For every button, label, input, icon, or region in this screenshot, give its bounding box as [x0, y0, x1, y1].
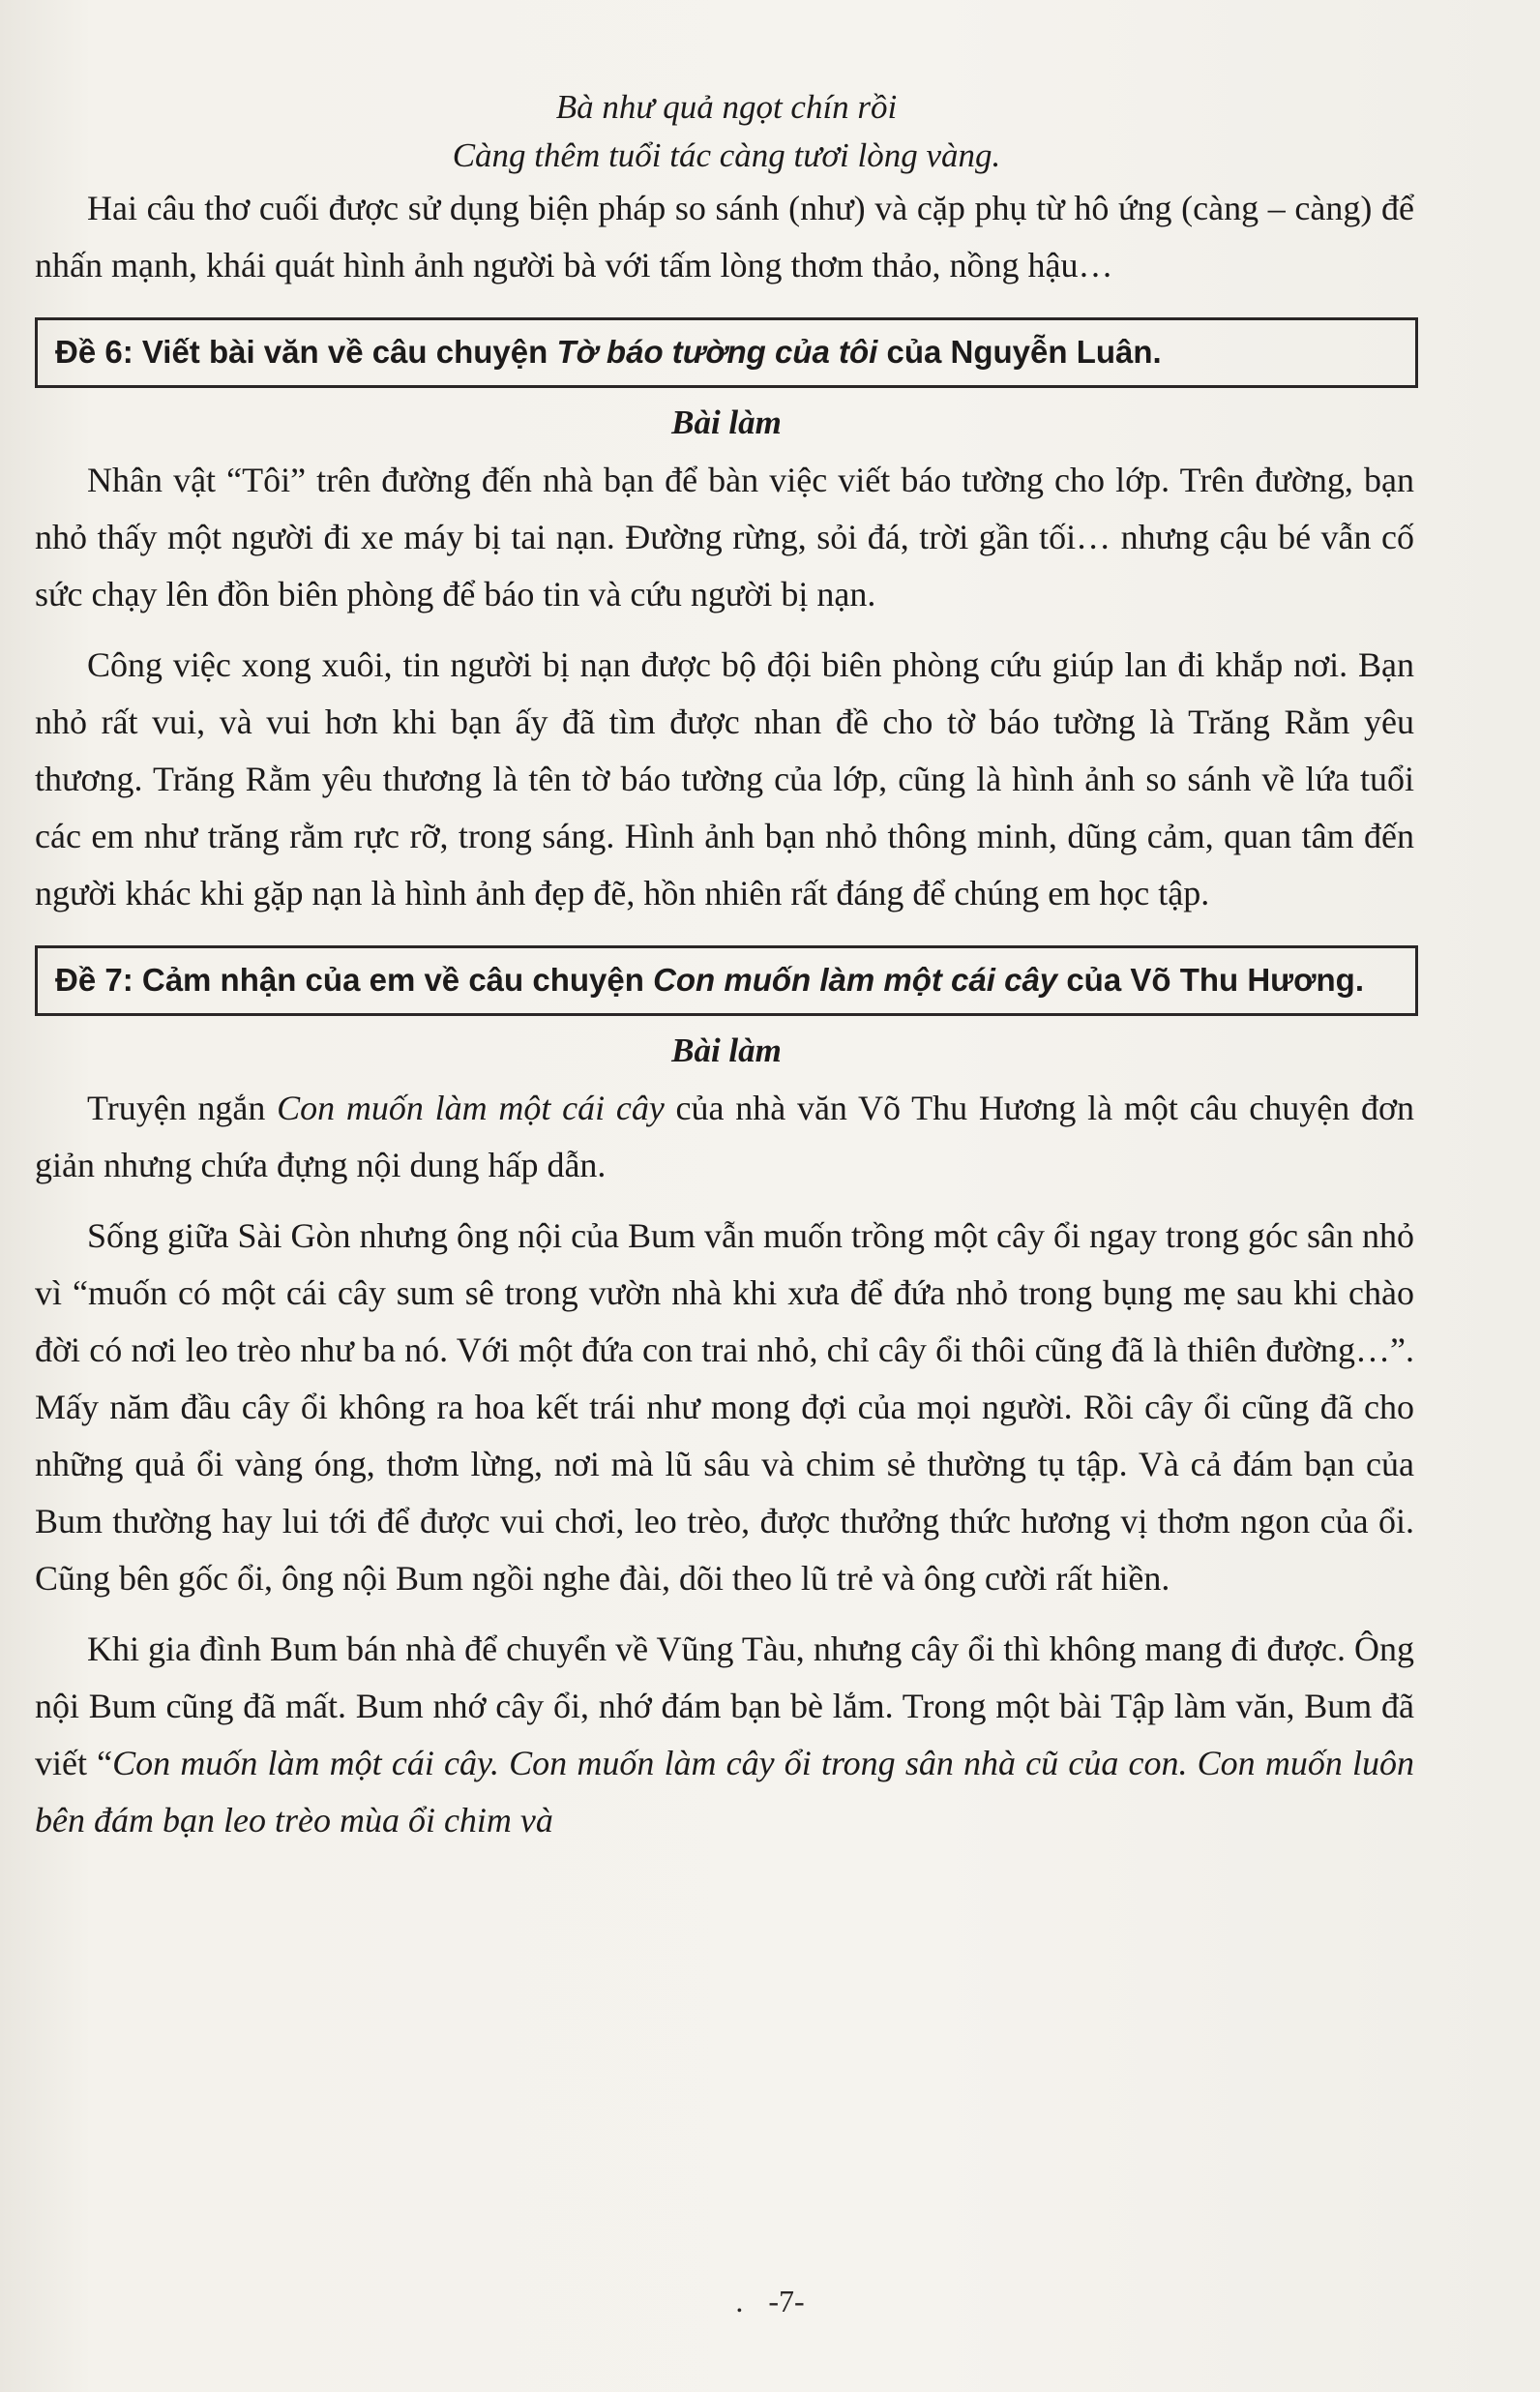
de6-label: Đề 6: Viết bài văn về câu chuyện — [55, 334, 557, 370]
de6-heading — [35, 317, 1418, 388]
poem-quote — [35, 83, 1418, 180]
de7-paragraph-1 — [35, 1080, 1418, 1194]
de7-paragraph-3 — [35, 1621, 1418, 1849]
de6-bai-lam: Bài làm — [671, 404, 782, 441]
de7-bai-lam: Bài làm — [671, 1032, 782, 1069]
de7-p3-quote: Con muốn làm một cái cây. Con muốn làm cây ổi trong sân nhà cũ của con. Con muốn luôn bên đám bạn leo trèo mùa ổi chim và — [35, 1744, 1414, 1839]
page-number: -7- — [768, 2284, 805, 2318]
de7-suffix: của Võ Thu Hương. — [1057, 962, 1365, 998]
poem-line-1: Bà như quả ngọt chín rồi — [555, 88, 898, 126]
de7-p3-pre: Khi gia đình Bum bán nhà để chuyển về Vũng Tàu, nhưng cây ổi thì không mang đi được. Ông nội Bum cũng đã mất. Bum nhớ cây ổi, nhớ đám bạn bè lắm. Trong một bài Tập làm văn, Bum đã viết “ — [35, 1630, 1414, 1782]
de6-suffix: của Nguyễn Luân. — [877, 334, 1162, 370]
de7-heading — [35, 945, 1418, 1016]
de7-p1-post: của nhà văn Võ Thu Hương là một câu chuyện đơn giản nhưng chứa đựng nội dung hấp dẫn. — [35, 1089, 1414, 1184]
page-dot: . — [735, 2284, 744, 2318]
page-content — [35, 83, 1418, 1851]
de7-title: Con muốn làm một cái cây — [653, 962, 1058, 998]
de6-title: Tờ báo tường của tôi — [556, 334, 878, 370]
de7-p1-title: Con muốn làm một cái cây — [277, 1089, 665, 1127]
de6-paragraph-2: Công việc xong xuôi, tin người bị nạn được bộ đội biên phòng cứu giúp lan đi khắp nơi. Bạn nhỏ rất vui, và vui hơn khi bạn ấy đã tìm được nhan đề cho tờ báo tường là Trăng Rằm yêu thương. Trăng Rằm yêu thương là tên tờ báo tường của lớp, cũng là hình ảnh so sánh về lứa tuổi các em như trăng rằm rực rỡ, trong sáng. Hình ảnh bạn nhỏ thông minh, dũng cảm, quan tâm đến người khác khi gặp nạn là hình ảnh đẹp đẽ, hồn nhiên rất đáng để chúng em học tập. — [35, 645, 1414, 912]
intro-paragraph: Hai câu thơ cuối được sử dụng biện pháp so sánh (như) và cặp phụ từ hô ứng (càng – càng) để nhấn mạnh, khái quát hình ảnh người bà với tấm lòng thơm thảo, nồng hậu… — [35, 189, 1414, 284]
de7-p1-pre: Truyện ngắn — [87, 1089, 278, 1127]
de7-paragraph-2: Sống giữa Sài Gòn nhưng ông nội của Bum vẫn muốn trồng một cây ổi ngay trong góc sân nhỏ vì “muốn có một cái cây sum sê trong vườn nhà khi xưa để đứa nhỏ trong bụng mẹ sau khi chào đời có nơi leo trèo như ba nó. Với một đứa con trai nhỏ, chỉ cây ổi thôi cũng đã là thiên đường…”. Mấy năm đầu cây ổi không ra hoa kết trái như mong đợi của mọi người. Rồi cây ổi cũng đã cho những quả ổi vàng óng, thơm lừng, nơi mà lũ sâu và chim sẻ thường tụ tập. Và cả đám bạn của Bum thường hay lui tới để được vui chơi, leo trèo, được thưởng thức hương vị thơm ngon của ổi. Cũng bên gốc ổi, ông nội Bum ngồi nghe đài, dõi theo lũ trẻ và ông cười rất hiền. — [35, 1216, 1414, 1598]
page-number-footer — [0, 2284, 1540, 2319]
de6-paragraph-1: Nhân vật “Tôi” trên đường đến nhà bạn để bàn việc viết báo tường cho lớp. Trên đường, bạn nhỏ thấy một người đi xe máy bị tai nạn. Đường rừng, sỏi đá, trời gần tối… nhưng cậu bé vẫn cố sức chạy lên đồn biên phòng để báo tin và cứu người bị nạn. — [35, 461, 1414, 613]
de7-label: Đề 7: Cảm nhận của em về câu chuyện — [55, 962, 654, 998]
poem-line-2: Càng thêm tuổi tác càng tươi lòng vàng. — [452, 136, 1001, 174]
